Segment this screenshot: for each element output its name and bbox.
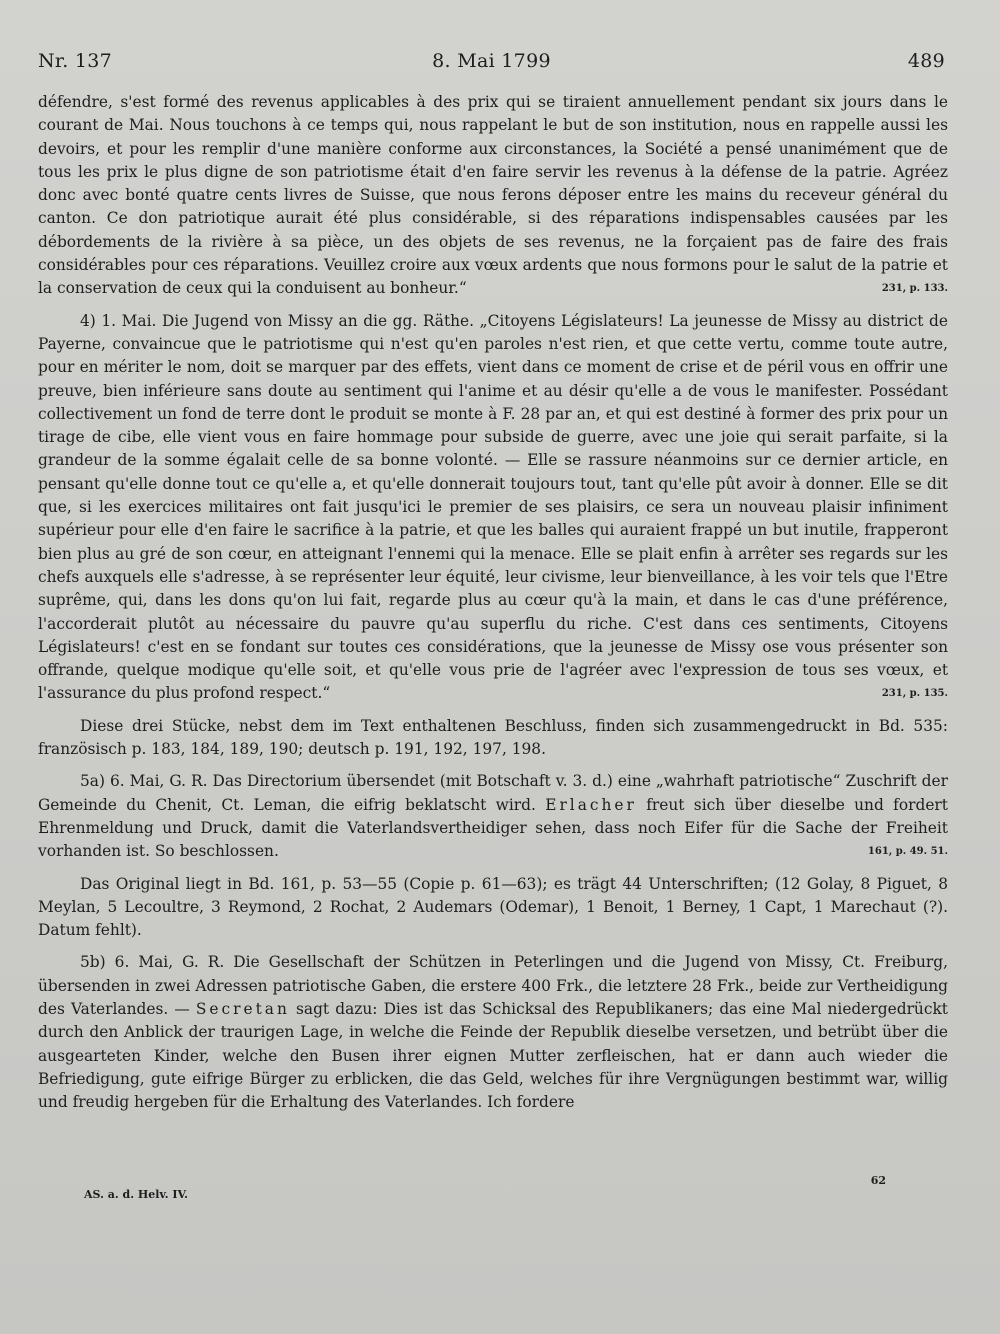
paragraph-4-spaced-name: Erlacher [545, 795, 637, 814]
paragraph-5-text: Das Original liegt in Bd. 161, p. 53—55 (Copie p. 61—63); es trägt 44 Unterschriften; (12 Golay, 8 Piguet, 8 Meylan, 5 Lecoultre, 3 Reymond, 2 Rochat, 2 Audemars (Odemar), 1 Benoit, 1 Berney, 1 Capt, 1 Marechaut (?). Datum fehlt). [38, 874, 948, 940]
paragraph-3 [38, 715, 948, 762]
signature-mark: AS. a. d. Helv. IV. [84, 1188, 188, 1201]
document-number: Nr. 137 [38, 50, 113, 72]
paragraph-5 [38, 873, 948, 943]
page-number: 489 [907, 50, 945, 72]
paragraph-1-text: défendre, s'est formé des revenus applicables à des prix qui se tiraient annuellement pendant six jours dans le courant de Mai. Nous touchons à ce temps qui, nous rappelant le but de son institution, nous en rappelle aussi les devoirs, et pour les remplir d'une manière conforme aux circonstances, la Société a pensé unanimément que de tous les prix le plus digne de son patriotisme était d'en faire servir les revenus à la défense de la patrie. Agréez donc avec bonté quatre cents livres de Suisse, que nous ferons déposer entre les mains du receveur général du canton. Ce don patriotique aurait été plus considérable, si des réparations indispensables causées par les débordements de la rivière à sa pièce, un des objets de ses revenus, ne la forçaient pas de faire des frais considérables pour ces réparations. Veuillez croire aux vœux ardents que nous formons pour le salut de la patrie et la conservation de ceux qui la conduisent au bonheur.“ [38, 93, 948, 298]
sheet-number: 62 [870, 1174, 886, 1187]
paragraph-6 [38, 951, 948, 1114]
paragraph-6-text-start: 5b) 6. Mai, G. R. Die Gesellschaft der Schützen in Peterlingen und die Jugend von Missy, Ct. Freiburg, übersenden in zwei Adressen patriotische Gaben, die erstere 400 Frk., die letztere 28 Frk., beide zur Vertheidigung des Vaterlandes. — [38, 953, 948, 1018]
paragraph-1 [38, 91, 948, 301]
paragraph-4 [38, 770, 948, 863]
paragraph-3-text: Diese drei Stücke, nebst dem im Text enthaltenen Beschluss, finden sich zusammengedruckt in Bd. 535: französisch p. 183, 184, 189, 190; deutsch p. 191, 192, 197, 198. [38, 716, 948, 759]
running-header [38, 50, 945, 78]
paragraph-6-text-end: sagt dazu: Dies ist das Schicksal des Republikaners; das eine Mal niedergedrückt durch den Anblick der traurigen Lage, in welche die Feinde der Republik dieselbe versetzen, und betrübt über die ausgearteten Kinder, welche den Busen ihrer eignen Mutter zerfleischen, hat er dann auch wieder die Befriedigung, gute eifrige Bürger zu erblicken, die das Geld, welches für ihre Vergnügungen bestimmt war, willig und freudig hergeben für die Erhaltung des Vaterlandes. Ich fordere [38, 999, 948, 1112]
header-date: 8. Mai 1799 [432, 50, 551, 72]
paragraph-4-text-start: 5a) 6. Mai, G. R. Das Directorium übersendet (mit Botschaft v. 3. d.) eine „wahrhaft patriotische“ Zuschrift der Gemeinde du Chenit, Ct. Leman, die eifrig beklatscht wird. [38, 772, 948, 814]
paragraph-2 [38, 310, 948, 706]
paragraph-2-text: 4) 1. Mai. Die Jugend von Missy an die gg. Räthe. „Citoyens Législateurs! La jeunesse de Missy au district de Payerne, convaincue que le patriotisme qui n'est qu'en paroles n'est rien, et que cette vertu, comme toute autre, pour en mériter le nom, doit se marquer par des effets, vient dans ce moment de crise et de péril vous en offrir une preuve, bien inférieure sans doute au sentiment qui l'anime et au désir qu'elle a de vous le manifester. Possédant collectivement un fond de terre dont le produit se monte à F. 28 par an, et qui est destiné à former des prix pour un tirage de cibe, elle vient vous en faire hommage pour subside de guerre, avec une joie qui serait parfaite, si la grandeur de la somme égalait celle de sa bonne volonté. — Elle se rassure néanmoins sur ce dernier article, en pensant qu'elle donne tout ce qu'elle a, et qu'elle donnerait toujours tout, tant qu'elle pût avoir à donner. Elle se dit que, si les exercices militaires ont fait jusqu'ici le premier de ses plaisirs, ce sera un nouveau plaisir infiniment supérieur pour elle d'en faire le sacrifice à la patrie, et que les balles qui auraient frappé un but inutile, frapperont bien plus au gré de son cœur, en atteignant l'ennemi qui la menace. Elle se plait enfin à arrêter ses regards sur les chefs auxquels elle s'adresse, à se représenter leur équité, leur civisme, leur bienveillance, à les voir tels que l'Etre suprême, qui, dans les dons qu'on lui fait, regarde plus au cœur qu'à la main, et dans le cas d'une préférence, l'accorderait plutôt au nécessaire du pauvre qu'au superflu du riche. C'est dans ces sentiments, Citoyens Législateurs! c'est en se fondant sur toutes ces considérations, que la jeunesse de Missy ose vous présenter son offrande, quelque modique qu'elle soit, et qu'elle vous prie de l'agréer avec l'expression de tous ses vœux, et l'assurance du plus profond respect.“ [38, 311, 948, 703]
paragraph-4-text-end: freut sich über dieselbe und fordert Ehrenmeldung und Druck, damit die Vaterlandsvertheidiger sehen, dass noch Eifer für die Sache der Freiheit vorhanden ist. So beschlossen. [38, 795, 948, 861]
paragraph-6-spaced-name: Secretan [195, 999, 290, 1018]
page-body [38, 91, 948, 1114]
paragraph-4-reference: 161, p. 49. 51. [867, 846, 948, 858]
paragraph-1-reference: 231, p. 133. [881, 283, 948, 295]
paragraph-2-reference: 231, p. 135. [881, 688, 948, 700]
